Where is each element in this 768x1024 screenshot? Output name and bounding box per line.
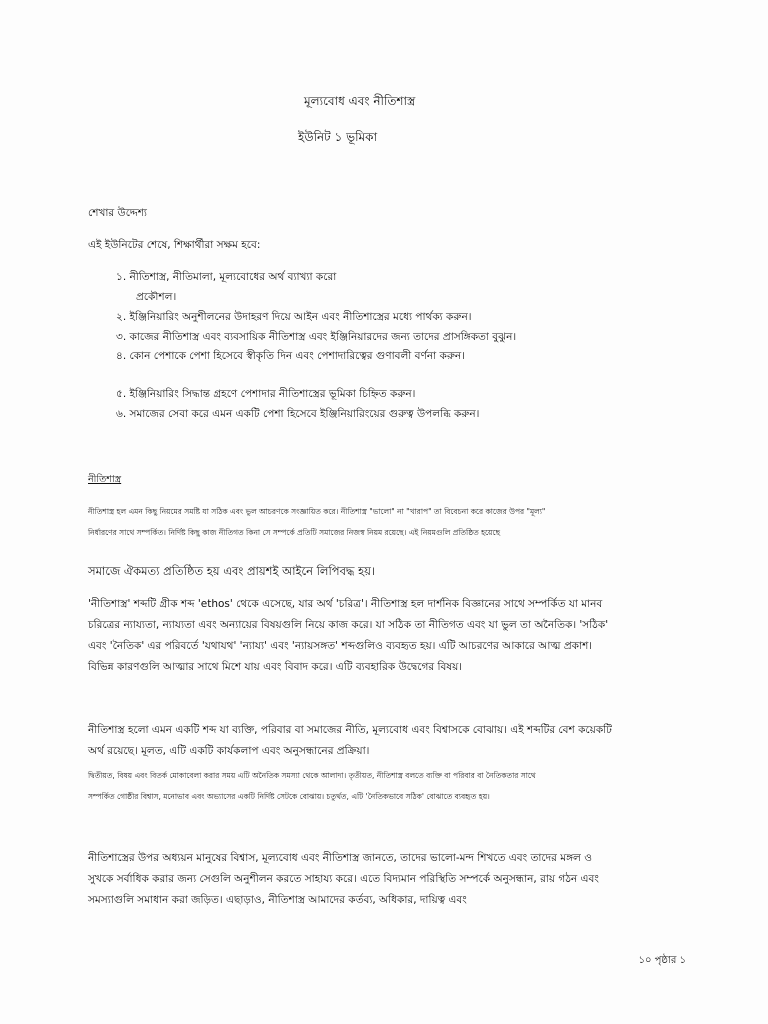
paragraph-line: সুখকে সর্বাধিক করার জন্য সেগুলি অনুশীলন করতে সাহায্য করে। এতে বিদ্যমান পরিস্থিতি সম্পর্কে অনুসন্ধান, রায় গঠন এবং xyxy=(88,873,599,885)
unit-title: ইউনিট ১ ভূমিকা xyxy=(298,130,378,144)
objective-item: ৬. সমাজের সেবা করে এমন একটি পেশা হিসেবে ইঞ্জিনিয়ারিংয়ের গুরুত্ব উপলব্ধি করুন। xyxy=(116,408,480,420)
objective-item-continuation: প্রকৌশল। xyxy=(136,291,177,303)
document-title: মূল্যবোধ এবং নীতিশাস্ত্র xyxy=(304,94,416,108)
objective-item: ৪. কোন পেশাকে পেশা হিসেবে স্বীকৃতি দিন এবং পেশাদারিত্বের গুণাবলী বর্ণনা করুন। xyxy=(116,350,465,362)
paragraph-line: বিভিন্ন কারণগুলি আত্মার সাথে মিশে যায় এবং বিবাদ করে। এটি ব্যবহারিক উদ্বেগের বিষয়। xyxy=(88,661,463,673)
study-paragraph xyxy=(88,848,599,911)
paragraph-line: এবং 'নৈতিক' এর পরিবর্তে 'যথাযথ' 'ন্যায্য' এবং 'ন্যায়সঙ্গত' শব্দগুলিও ব্যবহৃত হয়। এটি আচরণের আকারে আত্ম প্রকাশ। xyxy=(88,640,593,652)
paragraph-line: 'নীতিশাস্ত্র' শব্দটি গ্রীক শব্দ 'ethos' থেকে এসেছে, যার অর্থ 'চরিত্র'। নীতিশাস্ত্র হল দার্শনিক বিজ্ঞানের সাথে সম্পর্কিত যা মানব xyxy=(88,598,603,610)
objective-item: ৫. ইঞ্জিনিয়ারিং সিদ্ধান্ত গ্রহণে পেশাদার নীতিশাস্ত্রের ভূমিকা চিহ্নিত করুন। xyxy=(116,388,416,400)
paragraph-line: চরিত্রের ন্যায্যতা, ন্যায্যতা এবং অন্যায়ের বিষয়গুলি নিয়ে কাজ করে। যা সঠিক তা নীতিগত এবং যা ভুল তা অনৈতিক। 'সঠিক' xyxy=(88,619,609,631)
consensus-line: সমাজে ঐকমত্য প্রতিষ্ঠিত হয় এবং প্রায়শই আইনে লিপিবদ্ধ হয়। xyxy=(88,564,376,578)
paragraph-line: নীতিশাস্ত্র হল এমন কিছু নিয়মের সমষ্টি যা সঠিক এবং ভুল আচরণকে সংজ্ঞায়িত করে। নীতিশাস্ত্র "ভালো" না "খারাপ" তা বিবেচনা করে কাজের উপর "মূল্য" xyxy=(88,507,546,516)
paragraph-line: দ্বিতীয়ত, বিষয় এবং বিতর্ক মোকাবেলা করার সময় এটি অনৈতিক সমস্যা থেকে আলাদা। তৃতীয়ত, নীতিশাস্ত্র বলতে ব্যক্তি বা পরিবার বা নৈতিকতার সাথে xyxy=(88,771,536,780)
paragraph-line: অর্থ রয়েছে। মূলত, এটি একটি কার্যকলাপ এবং অনুসন্ধানের প্রক্রিয়া। xyxy=(88,745,370,757)
meaning-details-paragraph xyxy=(88,765,536,807)
objectives-intro: এই ইউনিটের শেষে, শিক্ষার্থীরা সক্ষম হবে: xyxy=(88,239,261,251)
paragraph-line: সম্পর্কিত গোষ্ঠীর বিশ্বাস, মনোভাব এবং অভ্যাসের একটি নির্দিষ্ট সেটকে বোঝায়। চতুর্থত, এটি 'নৈতিকভাবে সঠিক' বোঝাতে ব্যবহৃত হয়। xyxy=(88,792,490,801)
objective-item: ১. নীতিশাস্ত্র, নীতিমালা, মূল্যবোধের অর্থ ব্যাখ্যা করো xyxy=(116,271,337,283)
objective-item: ২. ইঞ্জিনিয়ারিং অনুশীলনের উদাহরণ দিয়ে আইন এবং নীতিশাস্ত্রের মধ্যে পার্থক্য করুন। xyxy=(116,311,472,323)
paragraph-line: সমস্যাগুলি সমাধান করা জড়িত। এছাড়াও, নীতিশাস্ত্র আমাদের কর্তব্য, অধিকার, দায়িত্ব এবং xyxy=(88,894,467,906)
paragraph-line: নীতিশাস্ত্র হলো এমন একটি শব্দ যা ব্যক্তি, পরিবার বা সমাজের নীতি, মূল্যবোধ এবং বিশ্বাসকে বোঝায়। এই শব্দটির বেশ কয়েকটি xyxy=(88,724,612,736)
objectives-heading: শেখার উদ্দেশ্য xyxy=(88,207,147,219)
etymology-paragraph xyxy=(88,594,608,678)
section-heading: নীতিশাস্ত্র xyxy=(88,474,122,485)
paragraph-line: নীতিশাস্ত্রের উপর অধ্যয়ন মানুষের বিশ্বাস, মূল্যবোধ এবং নীতিশাস্ত্র জানতে, তাদের ভালো-মন্দ শিখতে এবং তাদের মঙ্গল ও xyxy=(88,852,592,864)
page-number: ১০ পৃষ্ঠার ১ xyxy=(638,955,686,966)
definition-paragraph xyxy=(88,507,545,538)
objective-item: ৩. কাজের নীতিশাস্ত্র এবং ব্যবসায়িক নীতিশাস্ত্র এবং ইঞ্জিনিয়ারদের জন্য তাদের প্রাসঙ্গিকতা বুঝুন। xyxy=(116,331,517,343)
paragraph-line: নির্ধারণের সাথে সম্পর্কিত। নির্দিষ্ট কিছু কাজ নীতিগত কিনা সে সম্পর্কে প্রতিটি সমাজের নিজস্ব নিয়ম রয়েছে। এই নিয়মগুলি প্রতিষ্ঠিত হয়েছে xyxy=(88,528,501,537)
meaning-paragraph xyxy=(88,720,612,762)
